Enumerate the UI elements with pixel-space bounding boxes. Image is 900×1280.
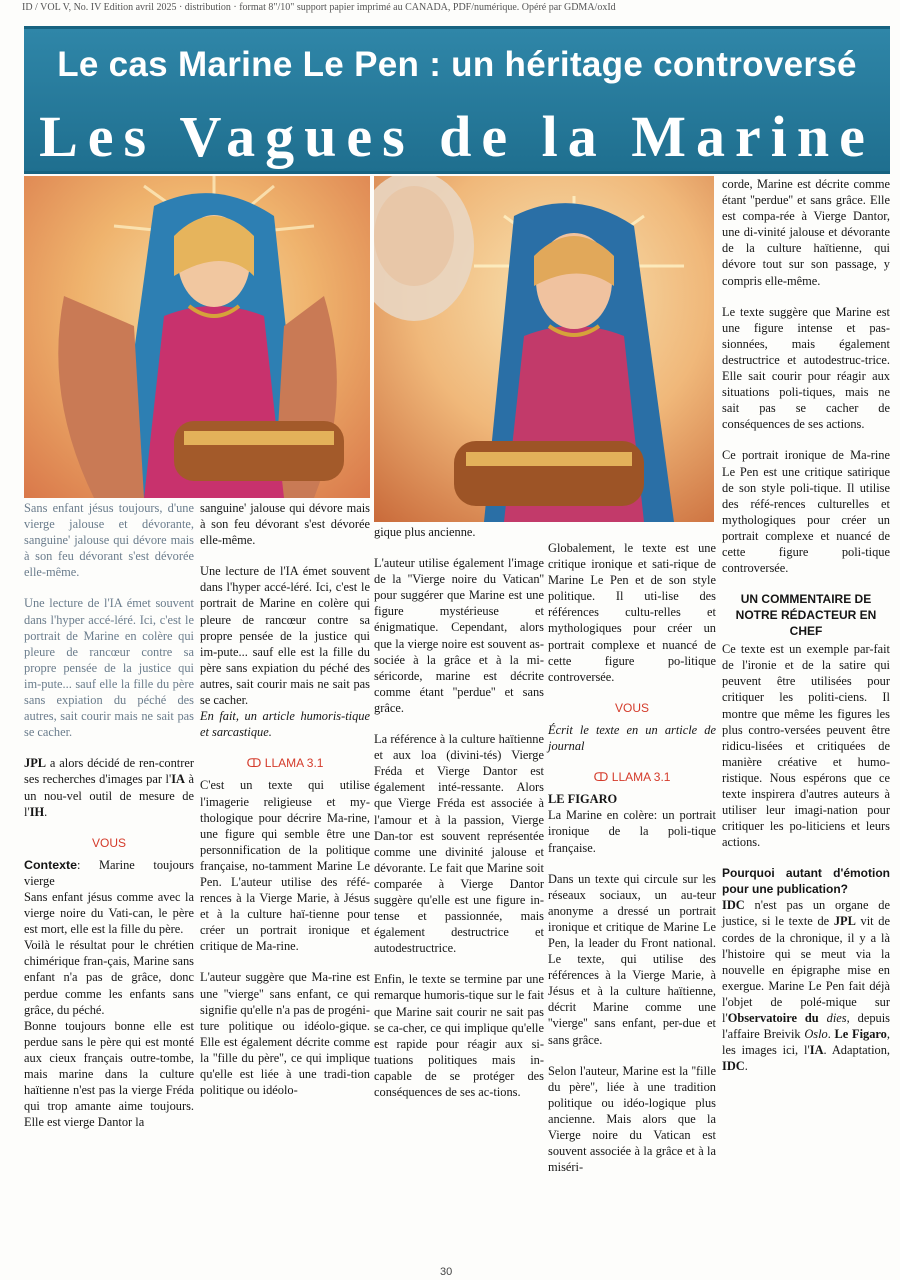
- page-number: 30: [440, 1266, 453, 1278]
- title-banner: [24, 26, 890, 174]
- speaker-label: ↀ LLAMA 3.1: [246, 756, 324, 771]
- question-heading: Pourquoi autant d'émotion pour une publication?: [722, 866, 890, 897]
- paragraph: La référence à la culture haïtienne et aux loa (divini-tés) Vierge Fréda et Vierge Dantor est également inté-ressante. Alors que Vierge Fréda est associée à l'amour et à la passion, Vierge Dan-tor est souvent représentée comme une divinité jalouse et dévorante. Le fait que Marine soit comparée à Vierge Dantor suggère qu'elle est une figure in-tense et passionnée, mais également destructrice et autodestructrice.: [374, 732, 544, 956]
- paragraph: Bonne toujours bonne elle est perdue sans le père qui est monté aux cieux français outre-tombe, mais marine dans la culture haïtienne n'est pas la vierge Fréda qui trop amante aime toujours. Elle est vierge Dantor la: [24, 1018, 194, 1130]
- paragraph: Sans enfant jésus comme avec la vierge noire du Vati-can, le père est mort, elle est la fille du père.: [24, 889, 194, 937]
- paragraph: JPL a alors décidé de ren-contrer ses recherches d'images par l'IA à un nou-vel outil de mesure de l'IH.: [24, 756, 194, 819]
- illustration-right: [374, 176, 714, 522]
- paragraph: Une lecture de l'IA émet souvent dans l'hyper accé-léré. Ici, c'est le portrait de Marine en colère qui pleure de rancœur contre sa propre pensée de la justice qui im-pute... sauf elle est la fille du père sans expiation du péché des autres, sait courir mais ne sait pas se cacher.: [200, 564, 370, 708]
- illustration-left: [24, 176, 370, 498]
- paragraph: Le texte suggère que Marine est une figure intense et pas-sionnées, mais également destructrice et autodestruc-trice. Elle sait courir pour réagir aux situations poli-tiques, mais ne sait pas se cacher de conséquences de ses actions.: [722, 304, 890, 432]
- paragraph: Dans un texte qui circule sur les réseaux sociaux, un au-teur anonyme a dressé un portrait ironique et critique de Marine Le Pen, la leader du Front national. Le texte, qui utilise des références à la Vierge Marie, à Jésus et à la culture haïtienne, décrit Marine comme une ''vierge'' sans enfant, per-due et sans grâce.: [548, 871, 716, 1047]
- newspaper-name: LE FIGARO: [548, 792, 618, 807]
- paragraph: Enfin, le texte se termine par une remarque humoris-tique sur le fait que Marine sait courir ne sait pas se ca-cher, ce qui implique qu'elle est rapide pour réagir aux si-tuations politiques mais in-capable de se protéger des conséquences de ses ac-tions.: [374, 972, 544, 1099]
- masthead-meta: ID / VOL V, No. IV Edition avril 2025 · distribution · format 8"/10" support papier imprimé au CANADA, PDF/numérique. Opéré par GDMA/oxId: [22, 2, 616, 13]
- editor-comment-heading: UN COMMENTAIRE DE NOTRE RÉDACTEUR EN CHEF: [735, 592, 877, 639]
- paragraph: Ce portrait ironique de Ma-rine Le Pen est une critique satirique de son style poli-tique. Il utilise des réfé-rences culturelles et mythologiques pour créer un portrait complexe et nuancé de cette figure poli-tique controversée.: [722, 448, 890, 576]
- paragraph: Écrit le texte en un article de journal: [548, 722, 716, 754]
- paragraph: sanguine' jalouse qui dévore mais à son feu dévorant s'est dévorée elle-même.: [200, 501, 370, 548]
- author-jpl: JPL: [24, 756, 47, 771]
- column-3: [374, 524, 544, 1100]
- column-1: [24, 500, 194, 1130]
- speaker-label: VOUS: [614, 700, 649, 715]
- page-title: Les Vagues de la Marine: [39, 104, 875, 169]
- paragraph: Sans enfant jésus toujours, d'une vierge jalouse et dévorante, sanguine' jalouse qui dévore mais à son feu dévorant s'est dévorée elle-même.: [24, 501, 194, 580]
- speaker-label: ↀ LLAMA 3.1: [593, 770, 671, 785]
- speaker-label: VOUS: [91, 835, 126, 850]
- paragraph: L'auteur utilise également l'image de la ''Vierge noire du Vatican'' pour suggérer que Marine est une figure mystérieuse et énigmatique. Cependant, alors que la vierge noire est souvent as-sociée à la grâce et à la mi-séricorde, marine est décrite comme étant ''perdue'' et sans grâce.: [374, 556, 544, 715]
- headline: Le cas Marine Le Pen : un héritage controversé: [57, 45, 857, 84]
- paragraph: Selon l'auteur, Marine est la ''fille du père'', liée à une tradition politique ou idéo-logique plus ancienne. Mais alors que la Vierge noire du Vatican est souvent associée à la grâce et à la miséri-: [548, 1063, 716, 1175]
- paragraph: Ce texte est un exemple par-fait de l'ironie et de la satire qui peuvent être utilisées pour critiquer les politi-ciens. Il montre que même les figures les plus contro-versées peuvent être ridicu-lisées et critiquées de manière créative et humo-ristique. Nous espérons que ce texte inspirera d'autres auteurs à utiliser leur imagi-nation pour critiquer les po-liticiens et leurs actions.: [722, 642, 890, 850]
- paragraph: IDC n'est pas un organe de justice, si le texte de JPL vit de cordes de la chronique, il y a là l'histoire qui se meut via la nouvelle en épigraphe mise en exergue. Marine Le Pen fait déjà l'objet de polé-mique sur l'Observatoire du dies, depuis l'affaire Breivik Oslo. Le Figaro, les images ici, l'IA. Adaptation, IDC.: [722, 898, 891, 1074]
- paragraph: gique plus ancienne.: [374, 525, 476, 539]
- paragraph: Une lecture de l'IA émet souvent dans l'hyper accé-léré. Ici, c'est le portrait de Marine en colère qui pleure de rancœur contre sa propre pensée de la justice qui im-pute... sauf elle la fille du père sans expiation du péché des autres, sait courir mais ne sait pas se cacher.: [24, 596, 194, 740]
- paragraph: La Marine en colère: un portrait ironique de la poli-tique française.: [548, 808, 716, 855]
- paragraph: corde, Marine est décrite comme étant ''perdue'' et sans grâce. Elle est compa-rée à Vierge Dantor, une di-vinité jalouse et dévorante de la culture haïtienne, qui dévore tout sur son passage, y compris elle-même.: [722, 177, 890, 288]
- paragraph: L'auteur suggère que Ma-rine est une ''vierge'' sans enfant, ce qui signifie qu'elle n'a pas de progéni-ture politique ou idéolo-gique. Elle est également décrite comme la ''fille du père'', ce qui implique qu'elle est liée à une tradi-tion politique ou idéolo-: [200, 970, 370, 1098]
- column-2: [200, 500, 370, 1098]
- paragraph: C'est un texte qui utilise l'imagerie religieuse et my-thologique pour décrire Ma-rine, une figure qui semble être une personnification de la politique française, no-tamment Marine Le Pen. L'auteur utilise des réfé-rences à la Vierge Marie, à Jésus et à la culture haï-tienne pour créer un portrait ironique et critique de Ma-rine.: [200, 778, 370, 954]
- context-line: Contexte: Marine toujours vierge: [24, 857, 194, 888]
- paragraph: En fait, un article humoris-tique et sarcastique.: [200, 709, 370, 740]
- column-5: [722, 176, 890, 1074]
- column-4: [548, 540, 716, 1175]
- paragraph: Globalement, le texte est une critique ironique et sati-rique de Marine Le Pen et de son style politique. Il uti-lise des références cultu-relles et mythologiques pour créer un portrait complexe et nuancé de cette figure po-litique controversée.: [548, 541, 716, 684]
- paragraph: Voilà le résultat pour le chrétien chimérique fran-çais, Marine sans enfant n'a pas de grâce, donc perdue comme les enfants sans grâce, du péché.: [24, 938, 194, 1017]
